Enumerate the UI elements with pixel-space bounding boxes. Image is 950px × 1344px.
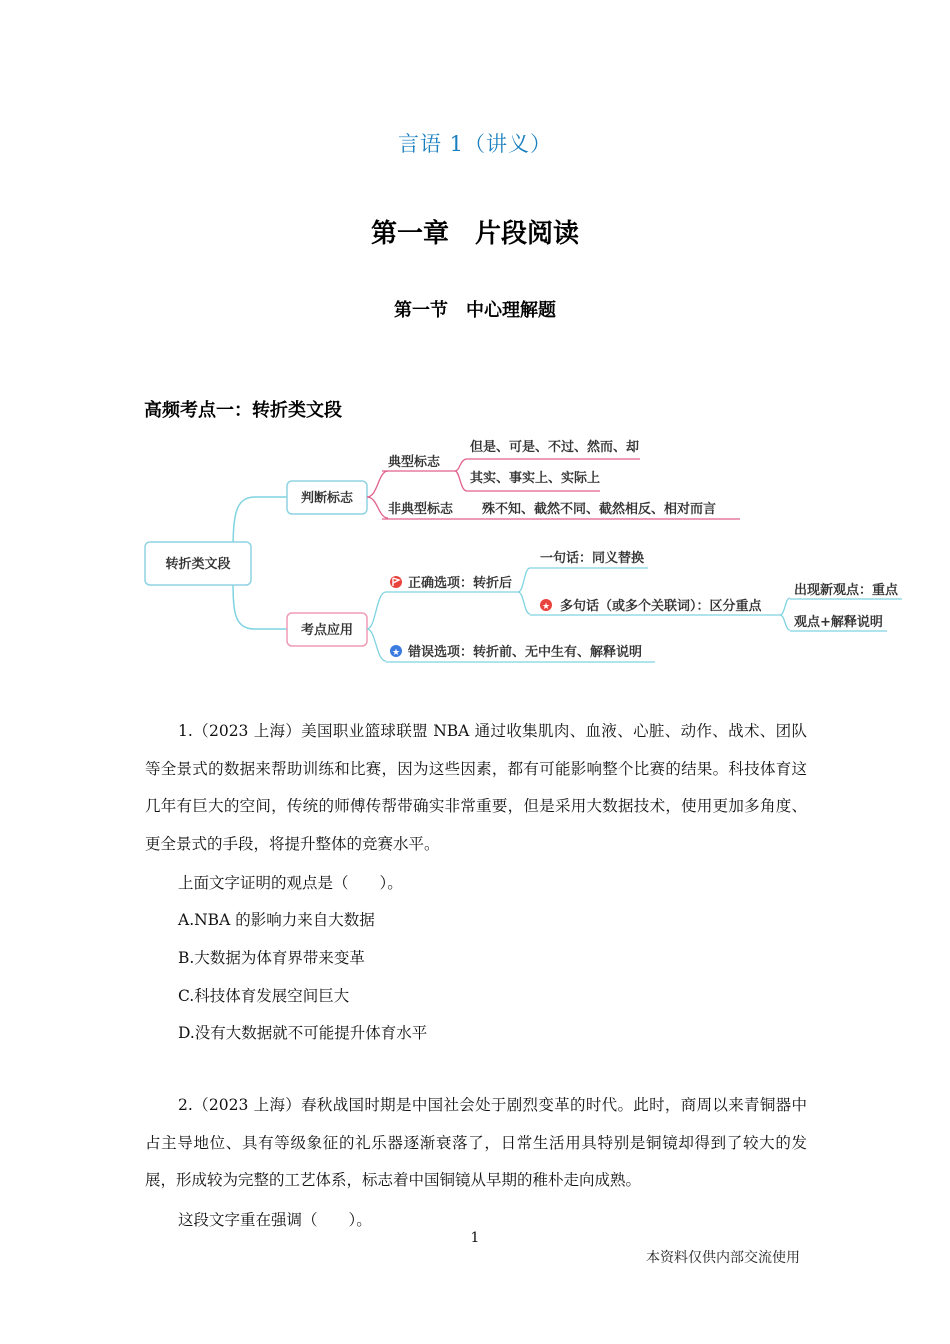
question-1-option-d[interactable]: D.没有大数据就不可能提升体育水平 — [178, 1024, 428, 1042]
typical-item-2: 其实、事实上、实际上 — [470, 471, 601, 486]
section-title: 第一节 中心理解题 — [394, 300, 556, 321]
judge-node-label: 判断标志 — [300, 491, 354, 506]
page-number: 1 — [470, 1230, 480, 1246]
svg-text:★: ★ — [541, 602, 551, 612]
header-title: 言语 1（讲义） — [397, 132, 553, 156]
apply-node-label: 考点应用 — [300, 623, 354, 638]
question-1-option-a[interactable]: A.NBA 的影响力来自大数据 — [178, 911, 375, 929]
one-sentence: 一句话：同义替换 — [540, 551, 645, 566]
multi-sentence: 多句话（或多个关联词）：区分重点 — [560, 599, 762, 614]
question-2-text: 2.（2023 上海）春秋战国时期是中国社会处于剧烈变革的时代。此时，商周以来青铜器中占主导地位、具有等级象征的礼乐器逐渐衰落了，日常生活用具特别是铜镜却得到了较大的发展，形成较为完整的工艺体系，标志着中国铜镜从早期的稚朴走向成熟。 — [145, 1096, 807, 1189]
connector-apply-correct — [367, 592, 386, 629]
mind-map — [130, 425, 910, 675]
question-2-stem — [145, 1087, 807, 1200]
typical-label: 典型标志 — [388, 455, 441, 470]
svg-text:★: ★ — [391, 648, 401, 658]
question-1-option-c[interactable]: C.科技体育发展空间巨大 — [178, 987, 350, 1005]
chapter-title: 第一章 片段阅读 — [370, 219, 579, 249]
view-explain: 观点+解释说明 — [794, 615, 883, 630]
new-view: 出现新观点：重点 — [794, 583, 899, 598]
wrong-label: 错误选项：转折前、无中生有、解释说明 — [408, 645, 643, 660]
topic-title: 高频考点一：转折类文段 — [144, 400, 342, 421]
question-1-option-b[interactable]: B.大数据为体育界带来变革 — [178, 949, 365, 967]
question-1-prompt: 上面文字证明的观点是（ ）。 — [178, 874, 403, 892]
question-2-prompt: 这段文字重在强调（ ）。 — [178, 1211, 372, 1229]
typical-item-1: 但是、可是、不过、然而、却 — [470, 440, 640, 455]
atypical-item: 殊不知、截然不同、截然相反、相对而言 — [482, 502, 717, 517]
question-1-text: 1.（2023 上海）美国职业篮球联盟 NBA 通过收集肌肉、血液、心脏、动作、战术、团队等全景式的数据来帮助训练和比赛，因为这些因素，都有可能影响整个比赛的结果。科技体育这几年有巨大的空间，传统的师傅传帮带确实非常重要，但是采用大数据技术，使用更加多角度、更全景式的手段，将提升整体的竞赛水平。 — [145, 722, 807, 853]
connector-apply-wrong — [367, 629, 386, 661]
connector-judge-atypical — [367, 497, 388, 518]
connector-judge-typical — [367, 471, 388, 497]
question-1-stem — [145, 713, 807, 863]
footer-note: 本资料仅供内部交流使用 — [646, 1250, 800, 1266]
atypical-label: 非典型标志 — [388, 502, 454, 517]
correct-label: 正确选项：转折后 — [408, 576, 513, 591]
root-node-label: 转折类文段 — [165, 557, 231, 572]
